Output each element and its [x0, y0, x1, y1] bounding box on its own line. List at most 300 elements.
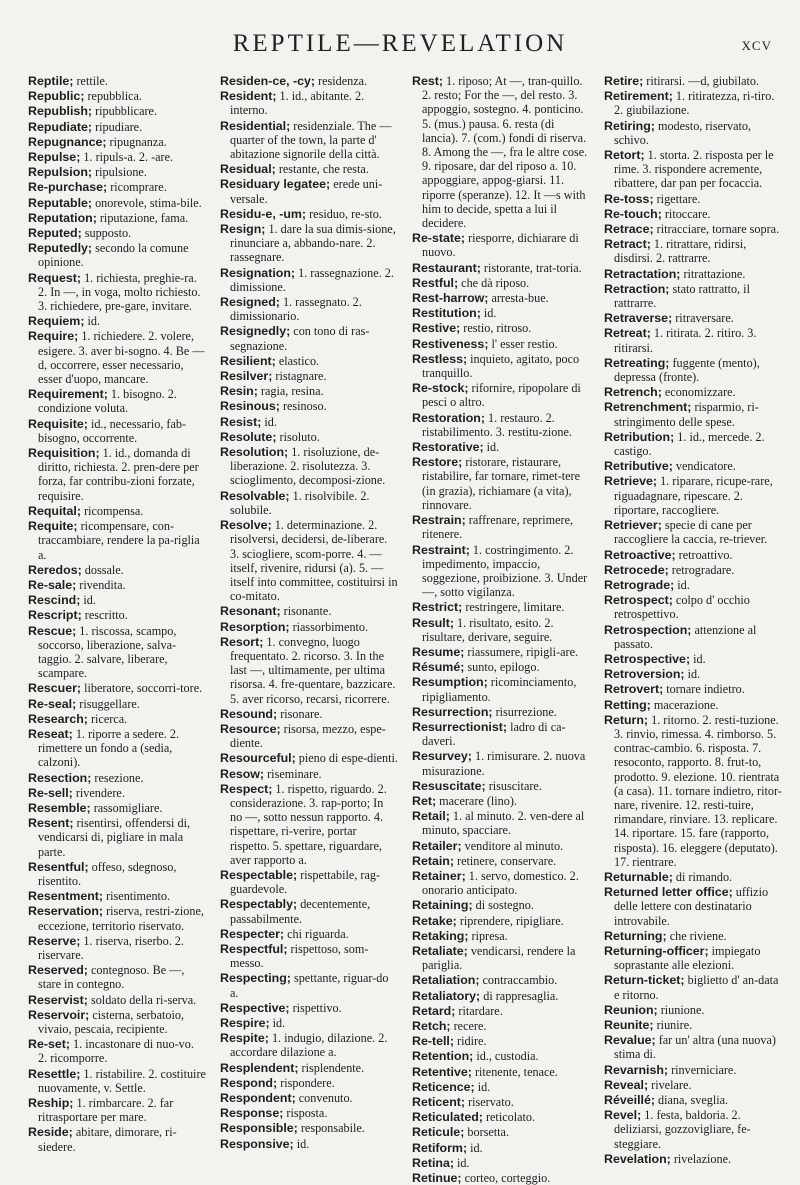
dictionary-entry	[220, 1061, 398, 1075]
entry-definition: ripudiare.	[92, 119, 143, 134]
entry-definition: sunto, epilogo.	[464, 660, 540, 675]
entry-headword: Responsible;	[220, 1121, 298, 1136]
dictionary-entry	[604, 282, 782, 310]
entry-definition: risorsa, mezzo, espe-diente.	[230, 721, 386, 751]
entry-definition: ritrattazione.	[680, 266, 746, 281]
entry-definition: 1. restauro. 2. ristabilimento. 3. restitu-zione.	[422, 410, 572, 439]
entry-headword: Réveillé;	[604, 1093, 655, 1108]
entry-definition: residenza.	[315, 74, 368, 88]
entry-definition: rettile.	[73, 74, 108, 88]
entry-headword: Respondent;	[220, 1091, 296, 1106]
entry-definition: tornare indietro.	[663, 682, 745, 697]
dictionary-entry	[412, 1004, 590, 1018]
entry-headword: Require;	[28, 329, 79, 344]
entry-headword: Reputed;	[28, 226, 82, 241]
entry-definition: 1. id., abitante. 2. interno.	[230, 89, 365, 118]
dictionary-entry	[220, 1076, 398, 1090]
entry-definition: colpo d' occhio retrospettivo.	[614, 593, 750, 622]
dictionary-entry	[604, 237, 782, 265]
entry-definition: id.	[684, 667, 701, 682]
entry-headword: Retire;	[604, 74, 644, 88]
entry-definition: 1. incastonare di nuo-vo. 2. ricomporre.	[38, 1037, 194, 1066]
entry-definition: borsetta.	[464, 1125, 510, 1140]
dictionary-entry	[220, 897, 398, 925]
entry-definition: 1. rimisurare. 2. nuova misurazione.	[422, 749, 586, 778]
entry-headword: Respire;	[220, 1016, 270, 1030]
entry-definition: cisterna, serbatoio, vivaio, pescaia, recipiente.	[38, 1007, 185, 1036]
entry-headword: Reptile;	[28, 74, 74, 88]
entry-headword: Re-tell;	[412, 1034, 454, 1049]
entry-headword: Resettle;	[28, 1066, 81, 1081]
entry-definition: riassumere, ripigli-are.	[464, 644, 579, 659]
dictionary-entry	[412, 1065, 590, 1079]
dictionary-entry	[28, 697, 206, 711]
dictionary-entry	[412, 261, 590, 275]
column-1	[28, 74, 206, 1154]
dictionary-entry	[412, 854, 590, 868]
dictionary-entry	[604, 430, 782, 458]
entry-headword: Republish;	[28, 104, 93, 119]
entry-definition: ricompensare, con-traccambiare, rendere la pa-riglia a.	[38, 519, 200, 562]
dictionary-entry	[412, 291, 590, 305]
dictionary-entry	[220, 620, 398, 634]
entry-headword: Retch;	[412, 1019, 451, 1033]
dictionary-entry	[412, 809, 590, 837]
dictionary-entry	[412, 989, 590, 1003]
dictionary-entry	[412, 352, 590, 380]
entry-definition: modesto, riservato, schivo.	[614, 118, 752, 147]
entry-definition: 1. convegno, luogo frequentato. 2. ricorso. 3. In the last —, ultimamente, per ultima risorsa. 4. fre-quentare, bazzicare. 5. aver ricorso, recarsi, ricorrere.	[230, 634, 396, 706]
dictionary-entry	[604, 548, 782, 562]
entry-definition: id.	[483, 440, 500, 455]
dictionary-entry	[220, 722, 398, 750]
entry-definition: id.	[454, 1155, 470, 1170]
entry-headword: Retreat;	[604, 326, 651, 341]
entry-definition: restringere, limitare.	[462, 600, 565, 615]
entry-headword: Rest-harrow;	[412, 291, 489, 306]
entry-definition: ridire.	[454, 1034, 487, 1049]
entry-headword: Request;	[28, 270, 82, 285]
entry-definition: rivendita.	[76, 577, 126, 592]
dictionary-entry	[412, 276, 590, 290]
entry-definition: riseminare.	[264, 766, 322, 781]
entry-headword: Retort;	[604, 148, 645, 163]
dictionary-entry	[412, 440, 590, 454]
entry-definition: risurrezione.	[492, 704, 557, 719]
entry-definition: 1. riserva, riserbo. 2. riservare.	[38, 933, 184, 962]
entry-definition: 1. risolvibile. 2. solubile.	[230, 488, 370, 517]
entry-definition: riesporre, dichiarare di nuovo.	[422, 231, 579, 260]
entry-definition: 1. dare la sua dimis-sione, rinunciare a, abbando-nare. 2. rassegnare.	[230, 222, 396, 265]
dictionary-entry	[28, 446, 206, 503]
entry-definition: 1. servo, domestico. 2. onorario anticipato.	[422, 868, 579, 898]
entry-definition: ripresa.	[468, 928, 508, 943]
dictionary-entry	[28, 1096, 206, 1124]
entry-definition: id.	[261, 414, 277, 429]
entry-headword: Rest;	[412, 74, 443, 88]
dictionary-entry	[412, 1156, 590, 1170]
entry-definition: ritenente, tenace.	[471, 1064, 558, 1079]
entry-definition: l' esser restio.	[488, 336, 558, 351]
entry-headword: Retraction;	[604, 281, 670, 296]
entry-headword: Restaurant;	[412, 260, 481, 275]
dictionary-entry	[220, 1001, 398, 1015]
entry-headword: Requisition;	[28, 446, 100, 461]
dictionary-entry	[28, 1008, 206, 1036]
entry-headword: Retrospection;	[604, 622, 692, 637]
entry-headword: Resent;	[28, 816, 74, 831]
dictionary-entry	[220, 927, 398, 941]
entry-headword: Resign;	[220, 222, 266, 237]
dictionary-entry	[28, 771, 206, 785]
entry-definition: macerazione.	[650, 697, 719, 712]
entry-definition: riprendere, ripigliare.	[456, 913, 564, 928]
page-header	[0, 30, 800, 64]
entry-definition: ragia, resina.	[257, 384, 324, 399]
dictionary-entry	[28, 712, 206, 726]
dictionary-entry	[220, 74, 398, 88]
entry-headword: Returnable;	[604, 869, 673, 884]
entry-definition: vendicarsi, rendere la pariglia.	[422, 943, 576, 973]
dictionary-entry	[220, 782, 398, 867]
dictionary-entry	[220, 971, 398, 999]
dictionary-entry	[604, 652, 782, 666]
entry-headword: Retractation;	[604, 266, 681, 281]
entry-definition: riservato.	[465, 1095, 514, 1110]
running-title: REPTILE—REVELATION	[232, 30, 568, 57]
dictionary-entry	[604, 400, 782, 428]
entry-definition: ladro di ca-daveri.	[422, 719, 566, 749]
entry-headword: Retrovert;	[604, 682, 664, 697]
entry-definition: retrogradare.	[668, 562, 735, 577]
entry-definition: ritraversare.	[672, 311, 734, 326]
entry-definition: 1. festa, baldoria. 2. deliziarsi, gozzovigliare, fe-steggiare.	[614, 1108, 751, 1151]
dictionary-entry	[412, 1019, 590, 1033]
dictionary-entry	[220, 489, 398, 517]
dictionary-entry	[412, 1095, 590, 1109]
dictionary-entry	[220, 354, 398, 368]
entry-definition: rispondere.	[277, 1075, 335, 1090]
entry-definition: impiegato soprastante alle elezioni.	[614, 943, 761, 973]
entry-headword: Retirement;	[604, 89, 673, 104]
dictionary-entry	[28, 387, 206, 415]
entry-headword: Retaining;	[412, 898, 473, 913]
entry-headword: Retail;	[412, 809, 450, 824]
entry-headword: Requiem;	[28, 314, 85, 329]
entry-definition: abitare, dimorare, ri-siedere.	[38, 1125, 177, 1154]
entry-definition: di rimando.	[672, 869, 733, 884]
entry-definition: contraccambio.	[479, 973, 558, 988]
column-3	[412, 74, 590, 1185]
entry-definition: inquieto, agitato, poco tranquillo.	[422, 351, 580, 381]
entry-definition: stato rattratto, il rattrarre.	[614, 281, 750, 311]
dictionary-entry	[28, 624, 206, 681]
entry-definition: ripulsione.	[92, 165, 147, 180]
entry-definition: soldato della ri-serva.	[87, 992, 197, 1007]
entry-definition: rigettare.	[653, 191, 701, 206]
dictionary-entry	[412, 1080, 590, 1094]
entry-headword: Restore;	[412, 455, 463, 470]
dictionary-entry	[28, 889, 206, 903]
entry-definition: ritoccare.	[661, 206, 711, 221]
dictionary-entry	[28, 211, 206, 225]
dictionary-entry	[28, 801, 206, 815]
entry-headword: Resolve;	[220, 518, 272, 533]
entry-headword: Retainer;	[412, 868, 466, 883]
entry-headword: Restraint;	[412, 542, 470, 557]
entry-definition: retinere, conservare.	[454, 853, 557, 868]
entry-definition: id.	[84, 314, 101, 329]
dictionary-entry	[412, 321, 590, 335]
entry-headword: Reside;	[28, 1125, 73, 1140]
entry-headword: Revelation;	[604, 1151, 671, 1166]
dictionary-entry	[28, 904, 206, 932]
entry-headword: Re-sale;	[28, 577, 77, 592]
entry-headword: Residuary legatee;	[220, 177, 331, 192]
dictionary-entry	[604, 1003, 782, 1017]
entry-headword: Retribution;	[604, 429, 675, 444]
entry-headword: Resignation;	[220, 265, 296, 280]
dictionary-entry	[28, 681, 206, 695]
entry-headword: Result;	[412, 615, 454, 630]
entry-headword: Reticule;	[412, 1125, 465, 1140]
dictionary-entry	[412, 869, 590, 897]
entry-headword: Residential;	[220, 118, 291, 133]
entry-headword: Retributive;	[604, 459, 673, 474]
dictionary-entry	[604, 682, 782, 696]
entry-definition: decentemente, passabilmente.	[230, 897, 371, 926]
entry-definition: con tono di ras-segnazione.	[230, 324, 370, 353]
entry-definition: rescritto.	[81, 608, 128, 623]
entry-definition: ripugnanza.	[106, 134, 167, 149]
entry-definition: reticolato.	[482, 1110, 536, 1125]
dictionary-entry	[220, 295, 398, 323]
entry-headword: Resow;	[220, 766, 265, 781]
dictionary-entry	[412, 720, 590, 748]
entry-headword: Retaliatory;	[412, 988, 481, 1003]
entry-headword: Retiring;	[604, 118, 655, 133]
dictionary-entry	[604, 713, 782, 869]
entry-headword: Reputable;	[28, 195, 93, 210]
dictionary-entry	[412, 74, 590, 230]
entry-headword: Re-state;	[412, 231, 466, 246]
entry-definition: attenzione al passato.	[614, 622, 757, 651]
entry-headword: Retina;	[412, 1155, 454, 1170]
entry-definition: ristorante, trat-toria.	[480, 260, 582, 275]
dictionary-entry	[412, 914, 590, 928]
entry-definition: corteo, corteggio.	[461, 1171, 551, 1185]
entry-headword: Retain;	[412, 853, 454, 868]
entry-definition: risparmio, ri-stringimento delle spese.	[614, 400, 759, 429]
entry-definition: macerare (lino).	[436, 793, 517, 808]
entry-definition: ricerca.	[87, 711, 128, 726]
dictionary-entry	[28, 329, 206, 386]
dictionary-entry	[412, 513, 590, 541]
dictionary-entry	[28, 860, 206, 888]
entry-definition: 1. id., mercede. 2. castigo.	[614, 429, 765, 459]
dictionary-entry	[220, 707, 398, 721]
entry-headword: Resumption;	[412, 675, 488, 690]
entry-headword: Reserve;	[28, 933, 81, 948]
entry-definition: rispettabile, rag-guardevole.	[230, 867, 381, 897]
entry-headword: Rescuer;	[28, 681, 82, 696]
entry-headword: Respectful;	[220, 941, 288, 956]
entry-headword: Revarnish;	[604, 1062, 669, 1077]
dictionary-entry	[220, 415, 398, 429]
entry-headword: Repugnance;	[28, 134, 107, 149]
entry-headword: Resin;	[220, 384, 258, 399]
entry-headword: Respecter;	[220, 926, 285, 941]
entry-headword: Resorption;	[220, 619, 290, 634]
entry-headword: Restorative;	[412, 440, 484, 455]
dictionary-entry	[604, 385, 782, 399]
dictionary-entry	[412, 929, 590, 943]
entry-headword: Resonant;	[220, 604, 281, 619]
entry-definition: contegnoso. Be —, stare in contegno.	[38, 963, 185, 992]
dictionary-entry	[604, 119, 782, 147]
entry-definition: id.	[690, 651, 706, 666]
dictionary-entry	[412, 898, 590, 912]
entry-definition: raffrenare, reprimere, ritenere.	[422, 513, 574, 542]
entry-definition: 1. costringimento. 2. impedimento, impaccio, soggezione, proibizione. 3. Under —, sotto vigilanza.	[422, 542, 588, 600]
dictionary-entry	[220, 89, 398, 117]
dictionary-entry	[412, 705, 590, 719]
entry-definition: residenziale. The — quarter of the town, la parte d' abitazione signorile della città.	[230, 118, 392, 162]
entry-definition: erede uni-versale.	[230, 177, 383, 206]
entry-headword: Reunite;	[604, 1018, 654, 1032]
entry-headword: Resilver;	[220, 369, 273, 384]
dictionary-entry	[28, 786, 206, 800]
dictionary-entry	[220, 266, 398, 294]
entry-definition: economizzare.	[661, 385, 736, 400]
entry-headword: Reredos;	[28, 562, 82, 577]
dictionary-entry	[412, 306, 590, 320]
dictionary-entry	[28, 74, 206, 88]
entry-headword: Retard;	[412, 1003, 456, 1018]
dictionary-entry	[220, 222, 398, 265]
entry-headword: Reticence;	[412, 1079, 475, 1094]
entry-headword: Return-ticket;	[604, 973, 685, 988]
dictionary-entry	[28, 608, 206, 622]
entry-headword: Restiveness;	[412, 336, 489, 351]
entry-headword: Rescind;	[28, 593, 81, 608]
entry-headword: Resource;	[220, 721, 281, 736]
entry-definition: 1. al minuto. 2. ven-dere al minuto, spacciare.	[422, 809, 585, 838]
entry-definition: ripubblicare.	[92, 104, 158, 119]
dictionary-entry	[604, 459, 782, 473]
dictionary-entry	[604, 192, 782, 206]
dictionary-entry	[604, 885, 782, 928]
column-2	[220, 74, 398, 1151]
entry-headword: Resigned;	[220, 295, 280, 310]
entry-headword: Returning;	[604, 928, 667, 943]
entry-headword: Requite;	[28, 519, 78, 534]
entry-headword: Retract;	[604, 237, 651, 252]
entry-definition: 1. ritirata. 2. ritiro. 3. ritirarsi.	[614, 326, 757, 355]
dictionary-entry	[220, 1106, 398, 1120]
entry-headword: Repulsion;	[28, 165, 93, 180]
entry-definition: risonare.	[277, 706, 323, 721]
dictionary-entry	[604, 326, 782, 354]
dictionary-entry	[604, 973, 782, 1001]
entry-definition: rinverniciare.	[668, 1062, 737, 1077]
entry-headword: Reputedly;	[28, 241, 93, 256]
dictionary-entry	[28, 504, 206, 518]
entry-headword: Reticent;	[412, 1095, 466, 1110]
entry-headword: Restrict;	[412, 600, 463, 615]
entry-definition: diana, sveglia.	[654, 1093, 729, 1108]
dictionary-entry	[412, 1171, 590, 1185]
dictionary-entry	[604, 207, 782, 221]
entry-headword: Revel;	[604, 1108, 642, 1123]
dictionary-entry	[604, 1108, 782, 1151]
entry-definition: restante, che resta.	[275, 162, 369, 177]
entry-columns	[28, 74, 782, 1185]
entry-headword: Requirement;	[28, 387, 108, 402]
entry-headword: Ret;	[412, 793, 437, 808]
dictionary-entry	[412, 231, 590, 259]
entry-headword: Restive;	[412, 321, 461, 336]
dictionary-entry	[604, 89, 782, 117]
dictionary-entry	[220, 207, 398, 221]
entry-headword: Reservation;	[28, 904, 104, 919]
dictionary-entry	[28, 816, 206, 859]
dictionary-entry	[220, 324, 398, 352]
dictionary-entry	[412, 779, 590, 793]
entry-definition: vendicatore.	[672, 459, 736, 474]
entry-headword: Residual;	[220, 162, 276, 177]
entry-headword: Resuscitate;	[412, 778, 486, 793]
entry-headword: Retention;	[412, 1049, 474, 1064]
entry-headword: Re-stock;	[412, 381, 469, 396]
entry-definition: 1. richiesta, preghie-ra. 2. In —, in voga, molto richiesto. 3. richiedere, pre-gare, invitare.	[38, 270, 201, 314]
entry-headword: Resolute;	[220, 429, 277, 444]
entry-headword: Reticulated;	[412, 1110, 483, 1125]
entry-definition: pieno di espe-dienti.	[295, 751, 398, 766]
entry-headword: Retake;	[412, 913, 457, 928]
dictionary-entry	[28, 241, 206, 269]
dictionary-entry	[28, 1037, 206, 1065]
entry-definition: ricomprare.	[107, 180, 167, 195]
entry-definition: supposto.	[81, 226, 132, 241]
entry-headword: Retrospect;	[604, 593, 673, 608]
entry-headword: Reservist;	[28, 992, 88, 1007]
dictionary-entry	[604, 311, 782, 325]
dictionary-entry	[412, 381, 590, 409]
entry-headword: Resident;	[220, 89, 277, 104]
entry-definition: liberatore, soccorri-tore.	[81, 681, 203, 696]
dictionary-entry	[28, 150, 206, 164]
entry-definition: riputazione, fama.	[96, 210, 189, 225]
entry-definition: 1. ritorno. 2. resti-tuzione. 3. rinvio, rimessa. 4. rimborso. 5. contrac-cambio. 6. risposta. 7. resoconto, rapporto. 8. frut-to, prodotto. 9. elezione. 10. rientrata (a casa). 11. tornare indietro, ritor-nare, rivenire. 12. resti-tuire, rimandare, rinviare. 13. replicare. 14. riportare. 15. fare (rapporto, risposta). 16. eleggere (deputato). 17. rientrare.	[614, 712, 782, 869]
dictionary-entry	[604, 929, 782, 943]
entry-headword: Reserved;	[28, 963, 88, 978]
entry-headword: Resume;	[412, 644, 465, 659]
entry-headword: Resurrectionist;	[412, 719, 508, 734]
entry-definition: id.	[474, 1079, 491, 1094]
entry-definition: 1. rispetto, riguardo. 2. considerazione. 3. rap-porto; In no —, sotto nessun rapporto. 4. rispettare, ri-verire, portar rispetto. 5. spettare, riguardare, aver rapporto a.	[230, 781, 387, 867]
entry-definition: rivelazione.	[670, 1151, 732, 1166]
entry-headword: Retroactive;	[604, 547, 676, 562]
entry-definition: uffizio delle lettere con destinatario introvabile.	[614, 885, 769, 928]
entry-headword: Restitution;	[412, 306, 481, 321]
entry-headword: Resolution;	[220, 445, 289, 460]
entry-headword: Rescue;	[28, 623, 77, 638]
entry-definition: residuo, re-sto.	[306, 206, 382, 221]
entry-definition: chi riguarda.	[284, 926, 349, 941]
entry-definition: 1. ritiratezza, ri-tiro. 2. giubilazione.	[614, 89, 775, 118]
entry-definition: rifornire, ripopolare di pesci o altro.	[422, 381, 581, 410]
